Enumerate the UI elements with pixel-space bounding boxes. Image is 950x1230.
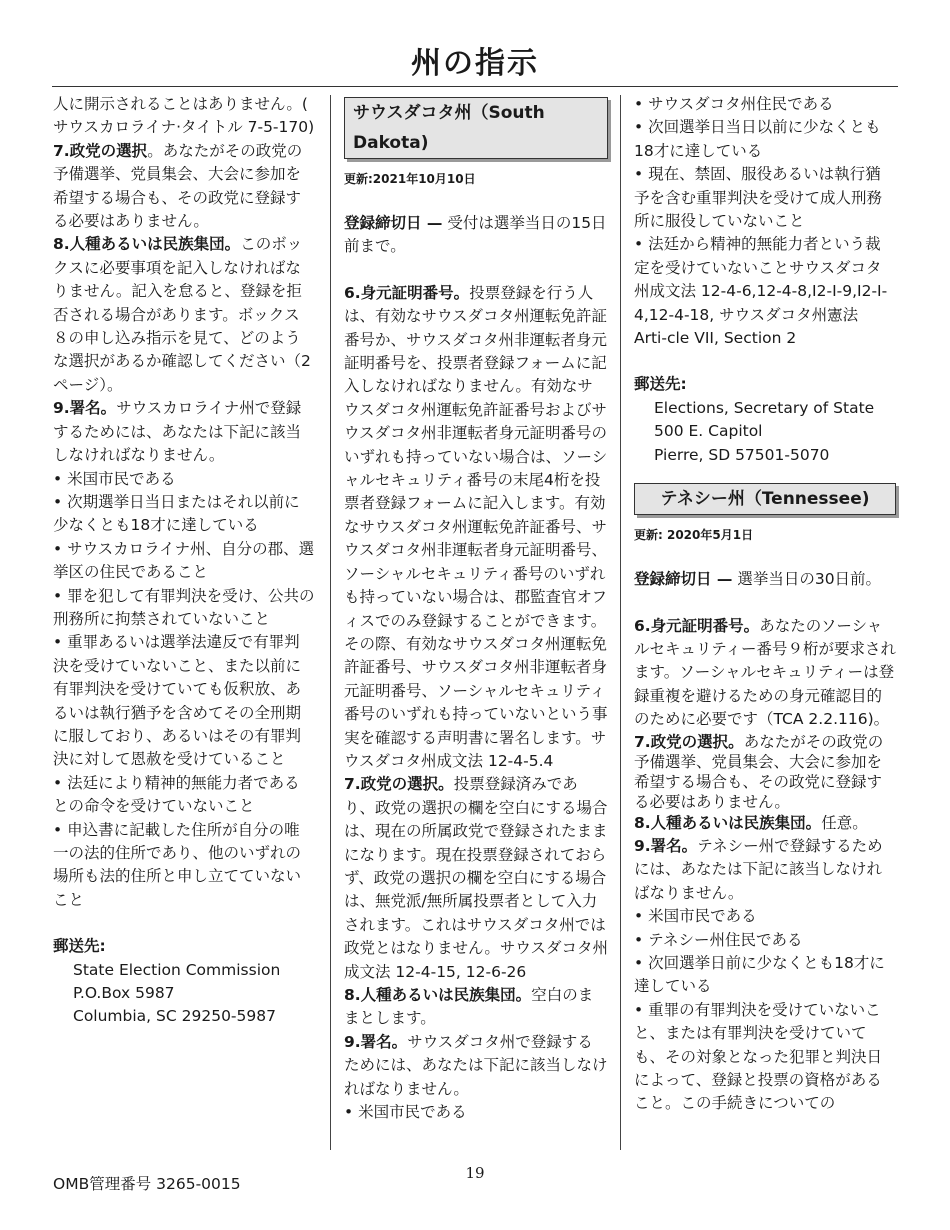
tn-s6-text: あなたのソーシャルセキュリティー番号９桁が要求されます。ソーシャルセキュリティーは登録重複を避けるための身元確認目的のために必要です（TCA 2.2.116)。 — [634, 616, 896, 729]
sd-section-9 — [344, 1031, 608, 1101]
list-item: • 次回選挙日当日以前に少なくとも18才に達している — [634, 116, 896, 163]
sd-section-7 — [344, 773, 608, 984]
sd-section-8 — [344, 984, 608, 1031]
tn-s8-text: 任意。 — [821, 813, 868, 832]
sc-s8-text: このボックスに必要事項を記入しなければなりません。記入を怠ると、登録を拒否される場合があります。ボックス８の申し込み指示を見て、どのような選択があるか確認してください（2ページ）。 — [53, 235, 311, 394]
column-south-dakota — [344, 93, 608, 1124]
list-item: • サウスカロライナ州、自分の郡、選挙区の住民であること — [53, 538, 315, 585]
sc-s9-text: サウスカロライナ州で登録するためには、あなたは下記に該当しなければなりません。 — [53, 399, 302, 465]
sd-s9-text: サウスダコタ州で登録するためには、あなたは下記に該当しなければなりません。 — [344, 1032, 608, 1098]
intro-line-2: サウスカロライナ·タイトル 7-5-170) — [53, 118, 315, 137]
list-item: • 法廷から精神的無能力者という裁定を受けていないことサウスダコタ州成文法 12-4-6,12-4-8,I2-I-9,I2-I-4,12-4-18, サウスダコタ州憲法 Arti-cle VII, Section 2 — [634, 233, 896, 350]
address-line: Columbia, SC 29250-5987 — [73, 1007, 276, 1026]
sd-s6-heading: 6.身元証明番号。 — [344, 283, 470, 302]
list-item: • 次期選挙日当日またはそれ以前に少なくとも18才に達している — [53, 491, 315, 538]
column-divider-right — [620, 95, 621, 1150]
list-item: • 重罪あるいは選挙法違反で有罪判決を受けていないこと、また以前に有罪判決を受けていても仮釈放、あるいは執行猶予を含めてその全刑期に服しており、あるいはその有罪判決に対して恩赦を受けていること — [53, 631, 315, 771]
sd-requirements-list — [344, 1101, 608, 1124]
address-line: 500 E. Capitol — [654, 422, 763, 441]
intro-line-1: 人に開示されることはありません。( — [53, 95, 308, 113]
column-divider-left — [330, 95, 331, 1150]
sc-section-8 — [53, 233, 315, 397]
tn-deadline — [634, 568, 896, 591]
sd-s6-text: 投票登録を行う人は、有効なサウスダコタ州運転免許証番号か、サウスダコタ州非運転者身元証明番号を、投票者登録フォームに記入しなければなりません。有効なサウスダコタ州運転免許証番号およびサウスダコタ州非運転者身元証明番号のいずれも持っていない場合は、ソーシャルセキュリティ番号の末尾4桁を投票者登録フォームに記入します。有効なサウスダコタ州運転免許証番号、サウスダコタ州非運転者身元証明番号、ソーシャルセキュリティ番号のいずれも持っていない場合は、郡監査官オフィスでのみ登録することができます。その際、有効なサウスダコタ州運転免許証番号、サウスダコタ州非運転者身元証明番号、ソーシャルセキュリティ番号のいずれも持っていないという事実を確認する声明書に署名します。サウスダコタ州成文法 12-4-5.4 — [344, 283, 608, 770]
title-divider — [52, 86, 898, 87]
list-item: • テネシー州住民である — [634, 929, 896, 952]
tn-s9-text: テネシー州で登録するためには、あなたは下記に該当しなければなりません。 — [634, 836, 883, 902]
tn-s8-heading: 8.人種あるいは民族集団。 — [634, 813, 822, 832]
list-item: • 米国市民である — [53, 468, 315, 491]
sd-s7-text: 投票登録済みであり、政党の選択の欄を空白にする場合は、現在の所属政党で登録されたままになります。現在投票登録されておらず、政党の選択の欄を空白にする場合は、無党派/無所属投票者として入力されます。これはサウスダコタ州では政党とはなりません。サウスダコタ州成文法 12-4-15, 12-6-26 — [344, 775, 608, 981]
tn-requirements-list — [634, 905, 896, 1116]
address-line: State Election Commission — [73, 960, 281, 979]
column-south-carolina — [53, 93, 315, 1029]
sc-section-7 — [53, 140, 315, 234]
sd-s9-heading: 9.署名。 — [344, 1032, 408, 1051]
tn-deadline-text: 選挙当日の30日前。 — [732, 570, 882, 589]
sd-deadline-heading: 登録締切日 — — [344, 214, 443, 232]
list-item: • 申込書に記載した住所が自分の唯一の法的住所であり、他のいずれの場所も法的住所と申し立てていないこと — [53, 819, 315, 913]
column-tennessee — [634, 93, 896, 1116]
tn-s6-heading: 6.身元証明番号。 — [634, 616, 760, 635]
address-line: P.O.Box 5987 — [73, 984, 175, 1003]
tn-deadline-heading: 登録締切日 — — [634, 570, 733, 589]
sc-s7-heading: 7.政党の選択 — [53, 141, 148, 160]
sd-mailing-address — [634, 397, 896, 467]
address-line: Elections, Secretary of State — [654, 398, 875, 417]
list-item: • サウスダコタ州住民である — [634, 93, 896, 116]
sc-requirements-list — [53, 468, 315, 913]
tn-section-7 — [634, 732, 896, 812]
address-line: Pierre, SD 57501-5070 — [654, 445, 830, 464]
state-heading-tennessee: テネシー州（Tennessee) — [634, 483, 896, 515]
list-item: • 米国市民である — [634, 905, 896, 928]
sc-s8-heading: 8.人種あるいは民族集団。 — [53, 235, 241, 254]
tn-updated-date: 更新: 2020年5月1日 — [634, 528, 754, 543]
list-item: • 米国市民である — [344, 1101, 608, 1124]
sc-section-9 — [53, 397, 315, 467]
list-item: • 法廷により精神的無能力者であるとの命令を受けていないこと — [53, 772, 315, 819]
sd-s7-heading: 7.政党の選択。 — [344, 775, 454, 794]
sd-requirements-list-continued — [634, 93, 896, 350]
list-item: • 次回選挙日前に少なくとも18才に達している — [634, 952, 896, 999]
sc-s9-heading: 9.署名。 — [53, 399, 117, 418]
sc-s7-text: 。あなたがその政党の予備選挙、党員集会、大会に参加を希望する場合も、その政党に登録する必要はありません。 — [53, 141, 303, 231]
list-item: • 罪を犯して有罪判決を受け、公共の刑務所に拘禁されていないこと — [53, 585, 315, 632]
tn-section-9 — [634, 835, 896, 905]
tn-section-6 — [634, 615, 896, 732]
sd-deadline — [344, 212, 608, 259]
state-heading-south-dakota: サウスダコタ州（South Dakota) — [344, 97, 608, 159]
sd-s8-heading: 8.人種あるいは民族集団。 — [344, 986, 532, 1004]
list-item: • 重罪の有罪判決を受けていないこと、または有罪判決を受けていても、その対象となった犯罪と判決日によって、登録と投票の資格があること。この手続きについての — [634, 999, 896, 1116]
tn-s9-heading: 9.署名。 — [634, 836, 698, 855]
page-title: 州の指示 — [411, 46, 539, 81]
sd-updated-date: 更新:2021年10月10日 — [344, 172, 476, 186]
sd-mail-label: 郵送先: — [634, 375, 687, 394]
page-number: 19 — [465, 1164, 485, 1182]
omb-control-number: OMB管理番号 3265-0015 — [53, 1175, 241, 1193]
sd-section-6 — [344, 282, 608, 774]
sc-mail-label: 郵送先: — [53, 937, 106, 956]
tn-section-8 — [634, 812, 896, 835]
sd-s8-text: 空白のままとします。 — [344, 986, 594, 1028]
list-item: • 現在、禁固、服役あるいは執行猶予を含む重罪判決を受けて成人刑務所に服役していないこと — [634, 163, 896, 233]
sc-mailing-address — [53, 959, 315, 1029]
tn-s7-text: あなたがその政党の予備選挙、党員集会、大会に参加を希望する場合も、その政党に登録する必要はありません。 — [634, 732, 884, 811]
sd-deadline-text: 受付は選挙当日の15日前まで。 — [344, 214, 607, 256]
tn-s7-heading: 7.政党の選択。 — [634, 732, 744, 751]
